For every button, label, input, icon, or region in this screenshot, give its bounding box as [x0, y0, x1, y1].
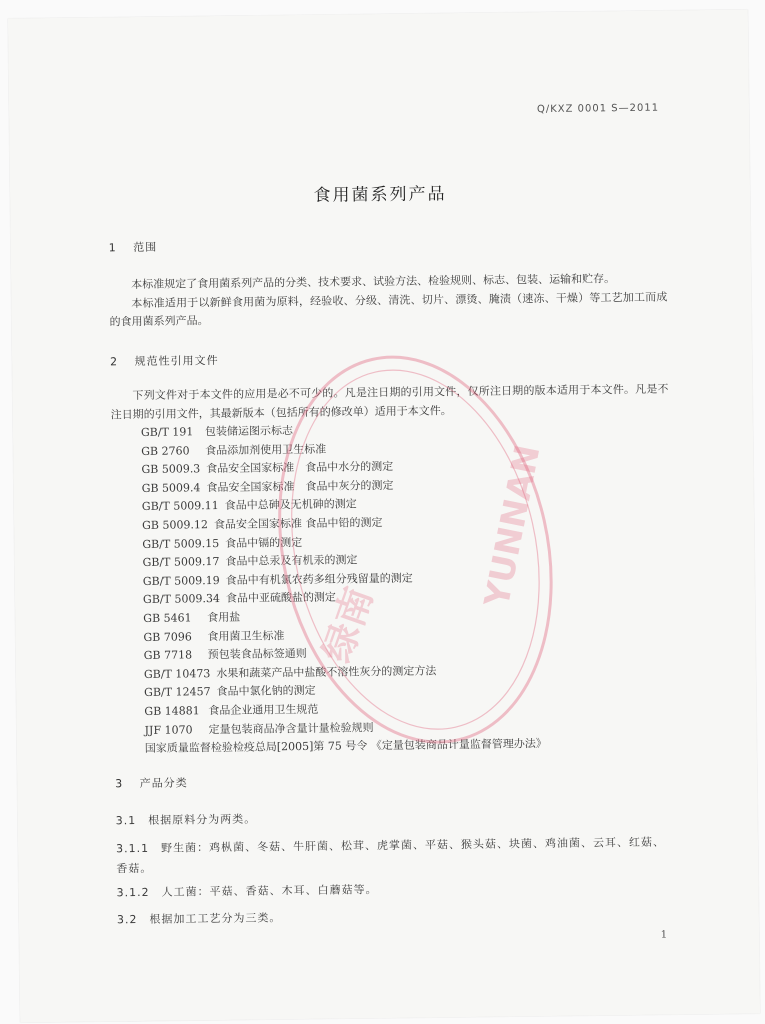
- reference-list: [141, 418, 673, 759]
- reference-code: GB 14881: [144, 704, 200, 718]
- reference-title: 食品中有机氯农药多组分残留量的测定: [225, 571, 413, 587]
- reference-title: 国家质量监督检验检疫总局[2005]第 75 号令 《定量包装商品计量监督管理办法》: [144, 737, 547, 756]
- reference-title: 食品中总汞及有机汞的测定: [225, 553, 358, 569]
- reference-code: GB/T 5009.34: [142, 592, 220, 607]
- reference-code: JJF 1070: [144, 722, 193, 737]
- section-2-heading: [110, 347, 668, 372]
- reference-code: GB 2760: [141, 443, 190, 458]
- clause-3-1-2: 3.1.2 人工菌：平菇、香菇、木耳、白蘑菇等。: [116, 883, 378, 900]
- clause-3-1: 3.1 根据原料分为两类。: [115, 812, 257, 828]
- reference-code: GB 5009.12: [142, 518, 209, 532]
- section-title: 规范性引用文件: [134, 354, 219, 369]
- reference-title: 食品添加剂使用卫生标准: [205, 442, 327, 457]
- reference-code: GB/T 12457: [144, 685, 211, 700]
- page-number: 1: [660, 929, 668, 941]
- references-intro: 下列文件对于本文件的应用是必不可少的。凡是注日期的引用文件，仅所注日期的版本适用于本文件。凡是不注日期的引用文件，其最新版本（包括所有的修改单）适用于本文件。: [110, 382, 669, 421]
- reference-title: 食品中亚硫酸盐的测定: [225, 590, 336, 606]
- section-3-1-1: [116, 832, 674, 879]
- reference-code: GB/T 5009.17: [142, 555, 220, 570]
- document-code: Q/KXZ 0001 S—2011: [536, 102, 660, 116]
- reference-title: 食用菌卫生标准: [207, 628, 285, 643]
- reference-code: GB 7718: [143, 648, 193, 663]
- reference-code: GB 5009.3: [141, 462, 201, 477]
- section-2: [110, 347, 668, 372]
- clause-3-1-1: 3.1.1 野生菌：鸡枞菌、冬菇、牛肝菌、松茸、虎掌菌、平菇、猴头菇、块菌、鸡油菌、云耳、红菇、香菇。: [115, 835, 666, 876]
- section-3-heading: [115, 768, 673, 793]
- reference-code: GB 5009.4: [141, 481, 201, 495]
- section-3-2: [117, 903, 675, 930]
- reference-title: 预包装食品标签通则: [207, 647, 307, 662]
- section-number: 1: [108, 241, 117, 255]
- section-3-1: [116, 804, 674, 831]
- reference-title: 水果和蔬菜产品中盐酸不溶性灰分的测定方法: [216, 664, 437, 680]
- reference-code: GB 7096: [143, 629, 192, 644]
- section-title: 范围: [133, 240, 158, 255]
- reference-title: 食品安全国家标准 食品中铅的测定: [213, 515, 383, 532]
- reference-code: GB/T 10473: [143, 666, 211, 681]
- section-title: 产品分类: [139, 776, 188, 791]
- reference-code: GB/T 5009.15: [142, 536, 220, 551]
- reference-title: 食用盐: [207, 610, 241, 625]
- reference-title: 食品中氯化钠的测定: [216, 684, 316, 699]
- reference-title: 食品企业通用卫生规范: [208, 702, 319, 718]
- reference-title: 包装储运图示标志: [204, 424, 294, 439]
- seal-text-left: 绿南: [314, 581, 382, 668]
- reference-code: GB/T 191: [140, 425, 194, 439]
- seal-text-right: YUNNAN: [477, 441, 549, 611]
- document-title: 食用菌系列产品: [313, 184, 447, 206]
- scope-paragraph-1: 本标准规定了食用菌系列产品的分类、技术要求、试验方法、检验规则、标志、包装、运输和贮存。: [131, 272, 616, 292]
- section-3-1-2: [116, 876, 674, 903]
- section-3: [115, 768, 673, 793]
- reference-code: GB 5461: [143, 611, 192, 625]
- reference-title: 定量包装商品净含量计量检验规则: [208, 720, 374, 736]
- reference-title: 食品中镉的测定: [225, 535, 303, 550]
- section-1-body: [109, 270, 668, 332]
- scope-paragraph-2: 本标准适用于以新鲜食用菌为原料，经验收、分级、清洗、切片、漂烫、腌渍（速冻、干燥）等工艺加工而成的食用菌系列产品。: [109, 290, 668, 329]
- reference-title: 食品安全国家标准 食品中水分的测定: [206, 460, 394, 476]
- section-1-heading: [109, 233, 667, 258]
- section-1: [109, 233, 667, 258]
- reference-code: GB/T 5009.19: [142, 573, 220, 588]
- reference-code: GB/T 5009.11: [141, 499, 219, 514]
- document-page: [8, 10, 760, 1023]
- reference-title: 食品安全国家标准 食品中灰分的测定: [206, 478, 394, 494]
- section-number: 3: [115, 777, 124, 791]
- clause-3-2: 3.2 根据加工工艺分为三类。: [116, 911, 282, 927]
- reference-title: 食品中总砷及无机砷的测定: [224, 497, 357, 513]
- section-number: 2: [110, 355, 119, 369]
